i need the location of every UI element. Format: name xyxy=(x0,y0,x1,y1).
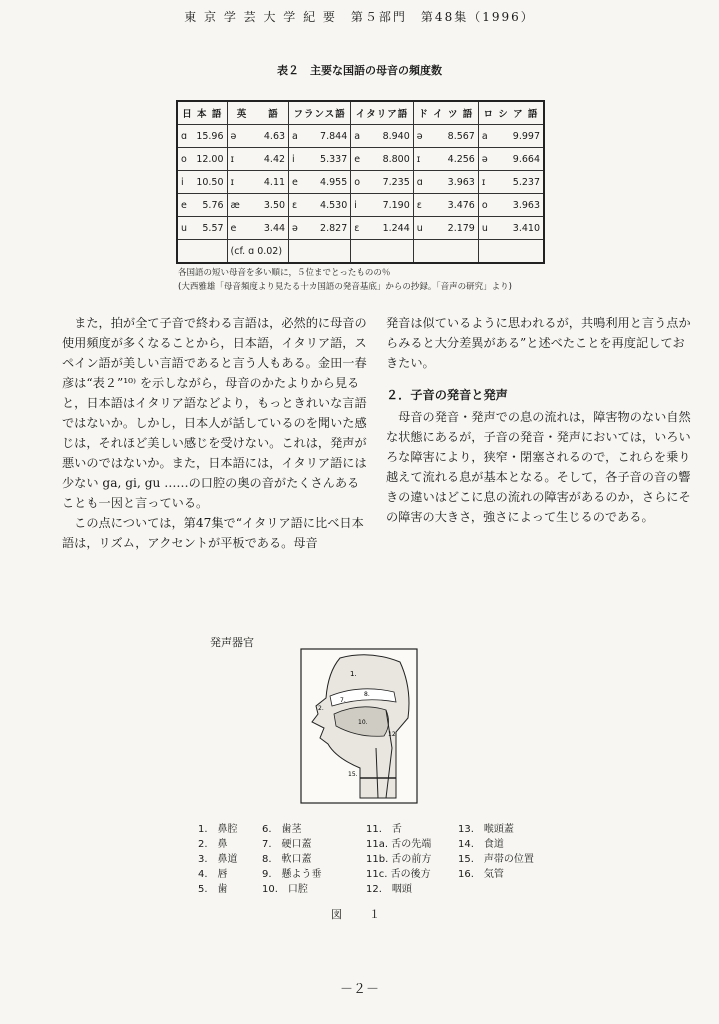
table-notes xyxy=(178,266,512,294)
table-cell xyxy=(478,240,544,264)
frequency-value: 8.567 xyxy=(447,130,475,142)
table-row xyxy=(177,148,544,171)
table-cell xyxy=(227,194,289,217)
section-heading: ２．子音の発音と発声 xyxy=(386,388,508,402)
page-header: 東 京 学 芸 大 学 紀 要 第５部門 第48集（1996） xyxy=(184,10,535,24)
vowel-symbol: ə xyxy=(416,130,423,142)
vowel-symbol: u xyxy=(481,222,488,234)
vowel-symbol: ə xyxy=(481,153,488,165)
vowel-symbol: ɛ xyxy=(292,199,298,211)
table-title: 表２ 主要な国語の母音の頻度数 xyxy=(277,64,442,77)
frequency-value: 3.476 xyxy=(447,199,475,211)
legend-item: 6. 歯茎 xyxy=(262,824,302,835)
svg-text:10.: 10. xyxy=(358,719,368,726)
vowel-symbol: ɑ xyxy=(416,176,423,188)
legend-column-4 xyxy=(458,822,534,882)
vowel-symbol: ɛ xyxy=(416,199,422,211)
frequency-value: 4.42 xyxy=(263,153,286,165)
vowel-symbol: i xyxy=(292,153,295,165)
col-header: 英 語 xyxy=(227,101,289,125)
frequency-value: 8.940 xyxy=(382,130,410,142)
figure-caption: 図 １ xyxy=(331,908,388,921)
legend-item: 11a. 舌の先端 xyxy=(366,839,432,850)
legend-item: 2. 鼻 xyxy=(198,839,228,850)
frequency-value: 4.955 xyxy=(320,176,348,188)
svg-text:12: 12 xyxy=(388,731,396,738)
table-cell xyxy=(177,125,227,148)
frequency-value: 4.11 xyxy=(263,176,286,188)
frequency-value: 7.844 xyxy=(320,130,348,142)
left-column xyxy=(62,313,370,553)
legend-item: 16. 気管 xyxy=(458,869,504,880)
vowel-symbol: ə xyxy=(292,222,298,234)
vowel-symbol: ɪ xyxy=(481,176,486,188)
table-cell xyxy=(351,148,414,171)
table-cell xyxy=(413,171,478,194)
frequency-value: 5.337 xyxy=(320,153,348,165)
table-cell xyxy=(289,240,351,264)
table-row xyxy=(177,171,544,194)
table-cell xyxy=(227,125,289,148)
col-header: ロ シ ア 語 xyxy=(478,101,544,125)
paragraph: この点については，第47集で“イタリア語に比べ日本語は，リズム，アクセントが平板である。母音 xyxy=(62,516,364,550)
frequency-value: 3.410 xyxy=(512,222,540,234)
vowel-symbol: u xyxy=(416,222,423,234)
table-cell xyxy=(478,125,544,148)
frequency-value: 15.96 xyxy=(196,130,224,142)
vowel-frequency-table xyxy=(176,100,545,264)
table-row xyxy=(177,217,544,240)
paragraph: 母音の発音・発声での息の流れは，障害物のない自然な状態にあるが，子音の発音・発声においては，いろいろな障害により，狭窄・閉塞されるので，これらを乗り越えて流れる息が基本となる。そして，各子音の音の響きの違いはどこに息の流れの障害があるのか，さらにその障害の大きさ，強さによって生じるのである。 xyxy=(386,410,691,524)
svg-text:1.: 1. xyxy=(350,670,357,678)
table-cell xyxy=(413,194,478,217)
frequency-value: 12.00 xyxy=(196,153,224,165)
table-row xyxy=(177,125,544,148)
frequency-value: 3.50 xyxy=(263,199,286,211)
table-cell xyxy=(351,125,414,148)
table-cell xyxy=(413,240,478,264)
table-header-row xyxy=(177,101,544,125)
table-cell xyxy=(227,148,289,171)
table-cell xyxy=(289,125,351,148)
legend-item: 4. 唇 xyxy=(198,869,228,880)
table-cell xyxy=(478,217,544,240)
legend-column-2 xyxy=(262,822,322,897)
table-cell xyxy=(413,217,478,240)
table-cell xyxy=(289,171,351,194)
table-cell xyxy=(227,217,289,240)
legend-item: 5. 歯 xyxy=(198,884,228,895)
legend-item: 10. 口腔 xyxy=(262,884,308,895)
vowel-symbol: o xyxy=(181,153,187,165)
paragraph: また，拍が全て子音で終わる言語は，必然的に母音の使用頻度が多くなることから，日本語，イタリア語，スペイン語が美しい言語であると言う人もある。金田一春彦は“表２”¹⁰⁾ を示しながら，母音のかたよりから見ると，日本語はイタリア語などより，もっときれいな言語ではないか。しかし，日本人が話しているのを聞いた感じは，それほど美しい感じを受けない。これは，発声が悪いのではないか。また，日本語には，イタリア語には少ない ga, gi, gu ……の口腔の奥の音がたくさんあることも一因と言っている。 xyxy=(62,316,367,510)
svg-text:15.: 15. xyxy=(348,771,358,778)
vowel-symbol: e xyxy=(292,176,298,188)
frequency-value: 2.179 xyxy=(447,222,475,234)
legend-column-3 xyxy=(366,822,431,897)
frequency-value: 7.190 xyxy=(382,199,410,211)
frequency-value: 7.235 xyxy=(382,176,410,188)
legend-item: 13. 喉頭蓋 xyxy=(458,824,514,835)
col-header: 日 本 語 xyxy=(177,101,227,125)
frequency-value: 4.530 xyxy=(320,199,348,211)
frequency-value: 8.800 xyxy=(382,153,410,165)
frequency-value: 3.44 xyxy=(263,222,286,234)
paragraph: 発音は似ているように思われるが，共鳴利用と言う点からみると大分差異がある”と述べたことを再度記しておきたい。 xyxy=(386,316,691,370)
table-cell xyxy=(177,148,227,171)
right-column xyxy=(386,313,692,527)
legend-item: 11. 舌 xyxy=(366,824,402,835)
col-header: ド イ ツ 語 xyxy=(413,101,478,125)
table-cell xyxy=(289,217,351,240)
vowel-symbol: æ xyxy=(230,199,240,211)
legend-item: 1. 鼻腔 xyxy=(198,824,238,835)
legend-item: 11b. 舌の前方 xyxy=(366,854,432,865)
table-cell xyxy=(478,148,544,171)
table-row xyxy=(177,240,544,264)
legend-item: 14. 食道 xyxy=(458,839,504,850)
frequency-value: 9.997 xyxy=(512,130,540,142)
vowel-symbol: ɛ xyxy=(354,222,360,234)
frequency-value: 10.50 xyxy=(196,176,224,188)
svg-text:7.: 7. xyxy=(340,697,346,704)
frequency-value: 2.827 xyxy=(320,222,348,234)
table-cell xyxy=(177,171,227,194)
table-cell xyxy=(177,217,227,240)
table-cell xyxy=(478,194,544,217)
table-cell xyxy=(289,148,351,171)
legend-item: 9. 懸よう垂 xyxy=(262,869,322,880)
frequency-value: 4.256 xyxy=(447,153,475,165)
frequency-value: 3.963 xyxy=(512,199,540,211)
legend-item: 11c. 舌の後方 xyxy=(366,869,431,880)
vowel-symbol: ə xyxy=(230,130,237,142)
table-cell xyxy=(289,194,351,217)
vowel-symbol: a xyxy=(354,130,361,142)
table-cell xyxy=(478,171,544,194)
table-cell xyxy=(413,148,478,171)
vowel-symbol: a xyxy=(292,130,298,142)
table-cell xyxy=(351,171,414,194)
page-number: －２－ xyxy=(339,982,379,997)
vowel-symbol: ɑ xyxy=(181,130,188,142)
legend-column-1 xyxy=(198,822,238,897)
table-cell xyxy=(351,217,414,240)
legend-item: 8. 軟口蓋 xyxy=(262,854,312,865)
legend-item: 15. 声帯の位置 xyxy=(458,854,534,865)
table-note-1: 各国語の短い母音を多い順に，５位までとったものの％ xyxy=(178,268,391,278)
vowel-symbol: ɪ xyxy=(416,153,421,165)
table-note-2: (大西雅雄「母音頻度より見たる十カ国語の発音基底」からの抄録。「音声の研究」より) xyxy=(178,282,512,292)
frequency-value: 4.63 xyxy=(263,130,286,142)
table-cell xyxy=(177,240,227,264)
table-cell xyxy=(177,194,227,217)
svg-text:8.: 8. xyxy=(364,691,370,698)
vowel-symbol: e xyxy=(230,222,237,234)
frequency-value: 9.664 xyxy=(512,153,540,165)
vowel-symbol: u xyxy=(181,222,188,234)
frequency-value: 1.244 xyxy=(382,222,410,234)
vowel-symbol: o xyxy=(481,199,488,211)
vowel-symbol: ɪ xyxy=(230,153,235,165)
table-cell: (cf. ɑ 0.02) xyxy=(227,240,289,264)
frequency-value: 5.76 xyxy=(202,199,224,211)
vocal-organs-diagram xyxy=(300,648,418,804)
table-cell xyxy=(227,171,289,194)
svg-text:2.: 2. xyxy=(318,705,324,712)
vowel-symbol: a xyxy=(481,130,488,142)
table-cell xyxy=(413,125,478,148)
frequency-value: 5.57 xyxy=(202,222,224,234)
vowel-symbol: e xyxy=(181,199,187,211)
vowel-symbol: o xyxy=(354,176,361,188)
vowel-symbol: i xyxy=(181,176,184,188)
legend-item: 7. 硬口蓋 xyxy=(262,839,312,850)
figure-label: 発声器官 xyxy=(210,636,254,649)
table-cell xyxy=(351,240,414,264)
vowel-symbol: i xyxy=(354,199,357,211)
table-row xyxy=(177,194,544,217)
table-cell xyxy=(351,194,414,217)
legend-item: 3. 鼻道 xyxy=(198,854,238,865)
frequency-value: 3.963 xyxy=(447,176,475,188)
vowel-symbol: ɪ xyxy=(230,176,235,188)
frequency-value: 5.237 xyxy=(512,176,540,188)
col-header: フランス語 xyxy=(289,101,351,125)
legend-item: 12. 咽頭 xyxy=(366,884,412,895)
vowel-symbol: e xyxy=(354,153,361,165)
col-header: イタリア語 xyxy=(351,101,414,125)
